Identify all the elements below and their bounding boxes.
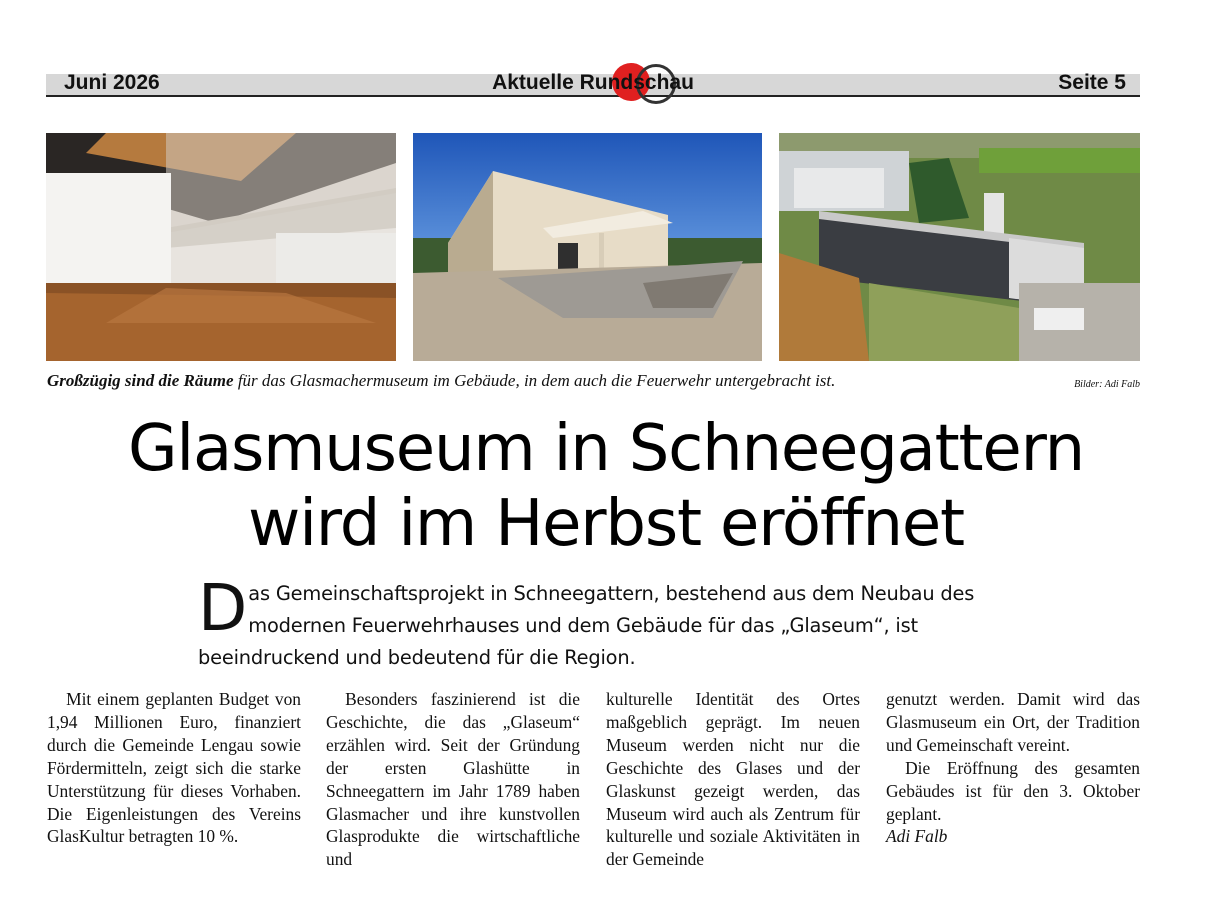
- photo-credit: Bilder: Adi Falb: [1074, 379, 1140, 390]
- caption-text: für das Glasmachermuseum im Gebäude, in dem auch die Feuerwehr untergebracht ist.: [233, 371, 836, 390]
- body-paragraph: Besonders faszinierend ist die Geschichte, die das „Glaseum“ erzählen wird. Seit der Gründung der ersten Glashütte in Schneegattern im Jahr 1789 haben Glasmacher und ihre kunstvollen Glasprodukte die wirtschaftliche und: [326, 689, 580, 870]
- body-column-4: [886, 688, 1140, 848]
- body-paragraph: genutzt werden. Damit wird das Glasmuseum ein Ort, der Tradition und Gemeinschaft vereint.: [886, 689, 1140, 755]
- body-column-1: [47, 688, 301, 848]
- article-author: Adi Falb: [886, 826, 948, 847]
- body-column-2: [326, 688, 580, 871]
- body-column-3: [606, 688, 860, 871]
- newspaper-title: Aktuelle Rundschau: [492, 71, 694, 94]
- body-paragraph: Mit einem geplanten Budget von 1,94 Millionen Euro, finanziert durch die Gemeinde Lengau sowie Fördermitteln, zeigt sich die starke Unterstützung für dieses Vorhaben. Die Eigenleistungen des Vereins GlasKultur betragten 10 %.: [47, 689, 301, 847]
- body-paragraph: kulturelle Identität des Ortes maßgeblich geprägt. Im neuen Museum werden nicht nur die Geschichte des Glases und der Glaskunst gezeigt werden, das Museum wird auch als Zentrum für kulturelle und soziale Aktivitäten in der Gemeinde: [606, 689, 860, 870]
- body-paragraph: Die Eröffnung des gesamten Gebäudes ist für den 3. Oktober geplant.: [886, 757, 1140, 824]
- issue-date: Juni 2026: [64, 71, 160, 94]
- headline-line-2: wird im Herbst eröffnet: [248, 487, 964, 561]
- photo-caption: [47, 370, 1140, 392]
- article-headline: [0, 412, 1212, 562]
- lead-text: as Gemeinschaftsprojekt in Schneegattern, bestehend aus dem Neubau des modernen Feuerwehrhauses und dem Gebäude für das „Glaseum“, ist beeindruckend und bedeutend für die Region.: [198, 582, 975, 669]
- caption-bold: Großzügig sind die Räume: [47, 371, 234, 390]
- photo-aerial-view: [779, 133, 1140, 361]
- article-lead: [198, 572, 1018, 674]
- drop-cap: D: [198, 572, 245, 646]
- photo-interior-hall: [46, 133, 396, 361]
- photo-building-exterior: [413, 133, 762, 361]
- page-number: Seite 5: [1058, 71, 1126, 94]
- headline-line-1: Glasmuseum in Schneegattern: [128, 412, 1084, 486]
- newspaper-header: [46, 71, 1140, 97]
